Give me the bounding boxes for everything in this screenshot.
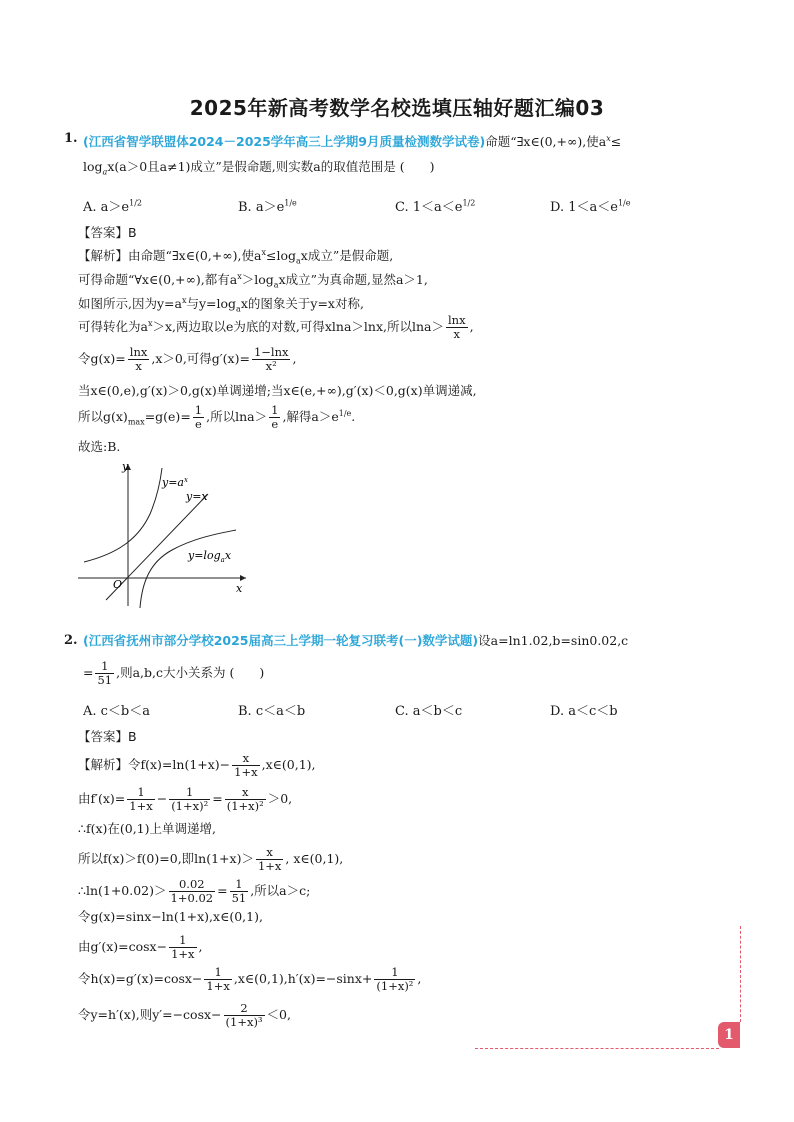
question-stem-cont: = $\frac{1}{51}$ ,则a,b,c大小关系为 ( ) <box>83 659 265 687</box>
answer: 【答案】B <box>78 225 137 240</box>
question-number: 1. <box>64 131 78 146</box>
graph-exp-label: y=a <box>162 476 184 489</box>
option-a: A. c＜b＜a <box>83 704 151 719</box>
question-stem: (江西省抚州市部分学校2025届高三上学期一轮复习联考(一)数学试题)设a=ln1.02,b=sin0.02,c <box>83 633 629 648</box>
svg-text:y=ax: $y=a^x$ <box>162 476 188 489</box>
analysis-line: 当x∈(0,e),g′(x)＞0,g(x)单调递增;当x∈(e,+∞),g′(x)＜0,g(x)单调递减, <box>78 383 477 398</box>
analysis-line: ∴ln(1+0.02)＞ $\frac{0.02}{1+0.02}$ = $\frac{1}{51}$ ,所以a＞c; <box>78 877 311 905</box>
graph-log-label: y=log <box>188 549 221 562</box>
analysis-line: 令h(x)=g′(x)=cosx− $\frac{1}{1+x}$ ,x∈(0,1),h′(x)=−sinx+ $\frac{1}{\text{(1+x)²}}$ , <box>78 965 422 993</box>
analysis-line: ∴f(x)在(0,1)上单调递增, <box>78 821 216 836</box>
page-corner-dash-horizontal <box>475 1048 719 1049</box>
question-number: 2. <box>64 633 78 648</box>
analysis-line: 故选:B. <box>78 439 121 454</box>
question-source: (江西省智学联盟体2024－2025学年高三上学期9月质量检测数学试卷) <box>83 134 486 150</box>
option-c: C. a＜b＜c <box>395 704 463 719</box>
graph-y-axis-label: y <box>122 460 129 473</box>
analysis-line: 由f′(x)= $\frac{1}{1+x}$ − $\frac{1}{\text{(1+x)²}}$ = $\frac{x}{\text{(1+x)²}}$ ＞0, <box>78 785 293 813</box>
option-b: B. c＜a＜b <box>238 704 306 719</box>
analysis-line: 【解析】由命题“∃x∈(0,+∞),使$a^x\le\log_ax$成立”是假命题, <box>78 248 394 266</box>
option-b: B. $a>e^{1/e}$ <box>238 198 297 215</box>
analysis-line: 可得转化为$a^x>x$,两边取以e为底的对数,可得xlna＞lnx,所以lna＞ $\frac{\ln x}{x}$ , <box>78 313 474 341</box>
analysis-line: 如图所示,因为$y=a^x$与$y=\log_ax$的图象关于y=x对称, <box>78 296 364 314</box>
option-a: A. $a>e^{1/2}$ <box>83 198 142 215</box>
answer: 【答案】B <box>78 729 137 744</box>
page-number-badge: 1 <box>718 1022 740 1048</box>
analysis-line: 【解析】令f(x)=ln(1+x)− $\frac{x}{1+x}$ ,x∈(0,1), <box>78 751 316 779</box>
svg-text:y=logax: $y=\log_ax$ <box>188 549 232 564</box>
page-corner-dash-vertical <box>740 926 741 1022</box>
page-title: 2025年新高考数学名校选填压轴好题汇编03 <box>189 96 605 120</box>
question-stem-cont: $\log_ax(a>0$且a≠1)成立”是假命题,则实数a的取值范围是 ( ) <box>83 159 435 177</box>
analysis-line: 令y=h′(x),则y′=−cosx− $\frac{2}{\text{(1+x)³}}$ ＜0, <box>78 1001 291 1029</box>
analysis-line: 可得命题“∀x∈(0,+∞),都有$a^x>\log_ax$成立”为真命题,显然a＞1, <box>78 272 428 290</box>
question-stem: (江西省智学联盟体2024－2025学年高三上学期9月质量检测数学试卷)命题“∃x∈(0,+∞),使$a^x\le$ <box>83 134 622 150</box>
graph-origin-label: O <box>113 578 123 591</box>
analysis-line: 令g(x)=sinx−ln(1+x),x∈(0,1), <box>78 909 263 924</box>
graph-line-label: y=x <box>186 490 208 503</box>
analysis-line: 所以f(x)＞f(0)=0,即ln(1+x)＞ $\frac{x}{1+x}$ , x∈(0,1), <box>78 845 344 873</box>
function-graph <box>76 456 256 612</box>
question-source: (江西省抚州市部分学校2025届高三上学期一轮复习联考(一)数学试题) <box>83 633 479 648</box>
option-d: D. a＜c＜b <box>550 704 618 719</box>
option-d: D. $1<a<e^{1/e}$ <box>550 198 631 215</box>
analysis-line: 所以$g(x)_{max}=g(e)=$ $\frac{1}{e}$ ,所以lna＞ $\frac{1}{e}$ ,解得$a>e^{1/e}$. <box>78 403 356 431</box>
graph-x-axis-label: x <box>236 582 243 595</box>
option-c: C. $1<a<e^{1/2}$ <box>395 198 476 215</box>
analysis-line: 由g′(x)=cosx− $\frac{1}{1+x}$ , <box>78 933 203 961</box>
analysis-line: 令g(x)= $\frac{\ln x}{x}$ ,x＞0,可得g′(x)= $\frac{1-\ln x}{\text{x²}}$ , <box>78 345 297 373</box>
